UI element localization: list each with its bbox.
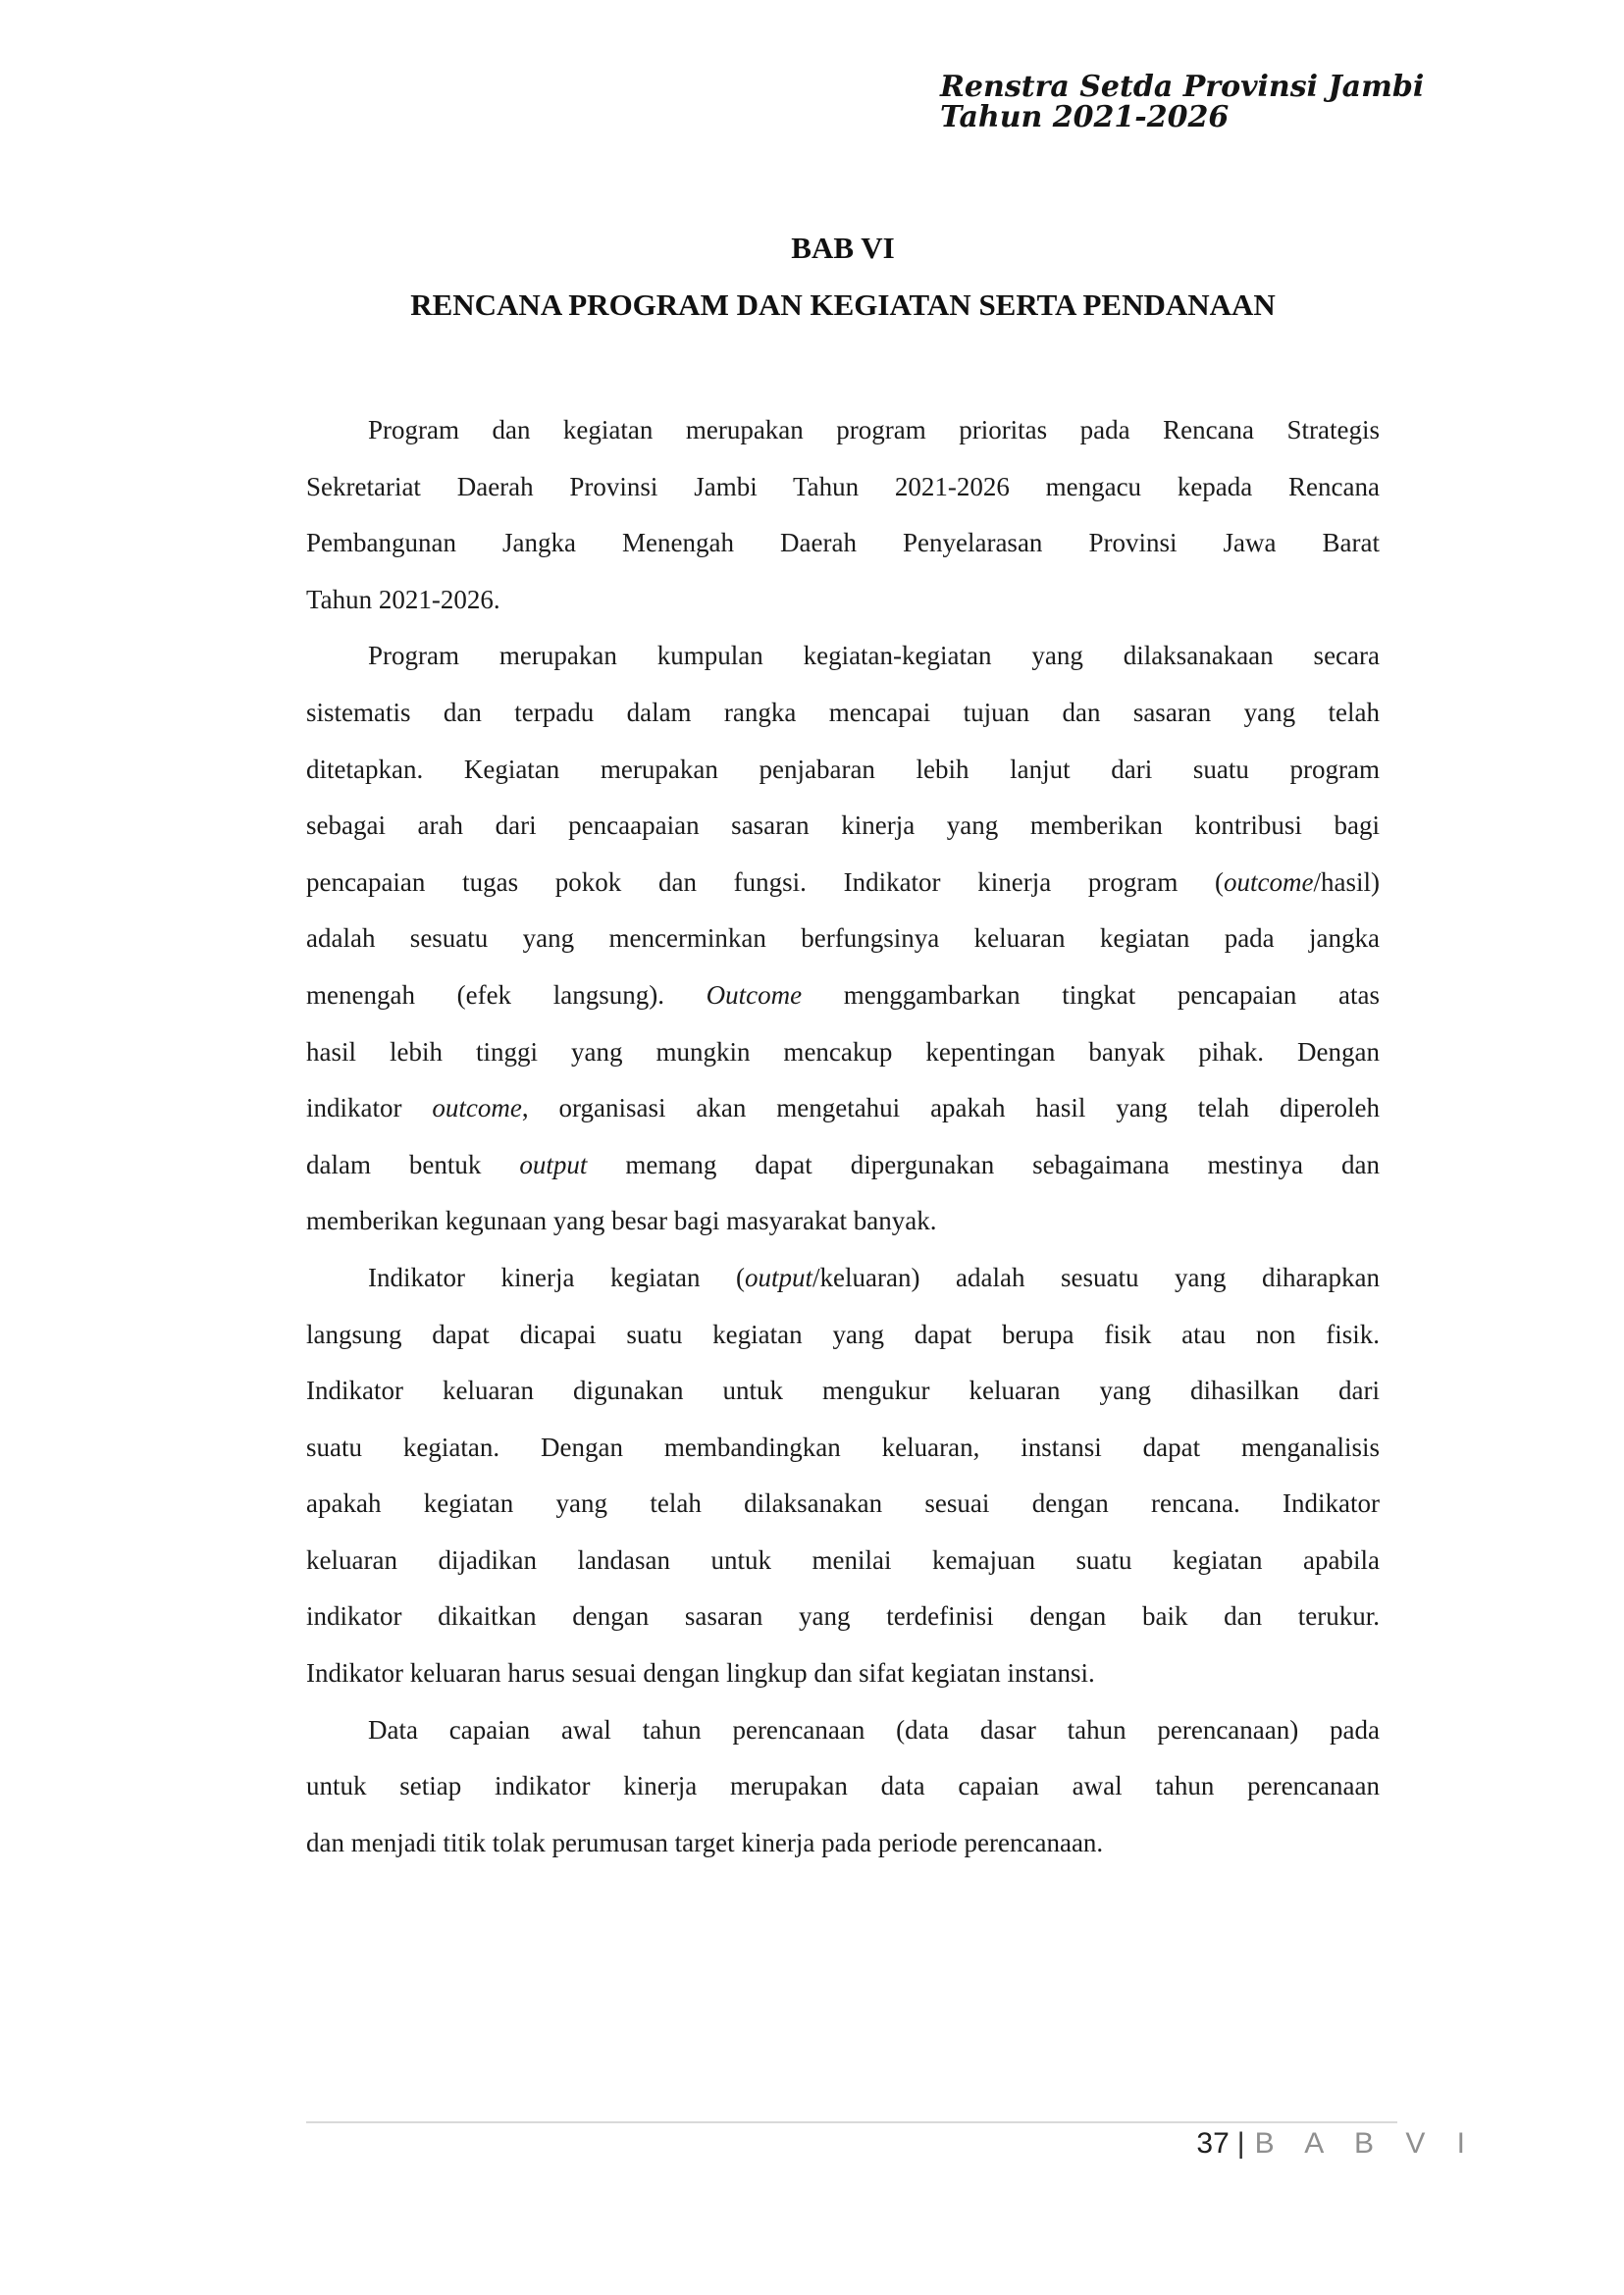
paragraph-2-line-3: ditetapkan. Kegiatan merupakan penjabaran lebih lanjut dari suatu program (306, 754, 1380, 784)
chapter-heading (306, 220, 1380, 333)
paragraph-3-line-2: langsung dapat dicapai suatu kegiatan yang dapat berupa fisik atau non fisik. (306, 1319, 1380, 1349)
paragraph-2-line-10: dalam bentuk output memang dapat dipergunakan sebagaimana mestinya dan (306, 1149, 1380, 1179)
footer-section-label: B A B V I (1254, 2127, 1477, 2160)
paragraph-3-line-5: apakah kegiatan yang telah dilaksanakan sesuai dengan rencana. Indikator (306, 1488, 1380, 1519)
footer-divider (306, 2121, 1397, 2123)
paragraph-1-line-1: Program dan kegiatan merupakan program prioritas pada Rencana Strategis (368, 415, 1380, 444)
paragraph-1-line-4: Tahun 2021-2026. (306, 584, 500, 614)
page-footer (1196, 2126, 1477, 2162)
body-paragraphs (306, 402, 1380, 1871)
paragraph-3-line-4: suatu kegiatan. Dengan membandingkan keluaran, instansi dapat menganalisis (306, 1432, 1380, 1462)
paragraph-3-line-7: indikator dikaitkan dengan sasaran yang terdefinisi dengan baik dan terukur. (306, 1601, 1380, 1632)
page-number: 37 (1196, 2127, 1230, 2160)
paragraph-2-line-4: sebagai arah dari pencaapaian sasaran kinerja yang memberikan kontribusi bagi (306, 810, 1380, 841)
paragraph-2-line-11: memberikan kegunaan yang besar bagi masyarakat banyak. (306, 1206, 937, 1236)
paragraph-4-line-2: untuk setiap indikator kinerja merupakan data capaian awal tahun perencanaan (306, 1771, 1380, 1801)
paragraph-2-line-5: pencapaian tugas pokok dan fungsi. Indikator kinerja program (outcome/hasil) (306, 866, 1380, 897)
chapter-title: RENCANA PROGRAM DAN KEGIATAN SERTA PENDANAAN (410, 287, 1276, 322)
paragraph-2-line-7: menengah (efek langsung). Outcome menggambarkan tingkat pencapaian atas (306, 979, 1380, 1010)
paragraph-4-line-3: dan menjadi titik tolak perumusan target kinerja pada periode perencanaan. (306, 1827, 1104, 1857)
running-header-line-2: Tahun 2021-2026 (940, 100, 1230, 134)
paragraph-1-line-3: Pembangunan Jangka Menengah Daerah Penyelarasan Provinsi Jawa Barat (306, 528, 1380, 558)
running-header (940, 72, 1424, 132)
paragraph-3-line-3: Indikator keluaran digunakan untuk mengukur keluaran yang dihasilkan dari (306, 1376, 1380, 1406)
paragraph-2-line-9: indikator outcome, organisasi akan mengetahui apakah hasil yang telah diperoleh (306, 1093, 1380, 1123)
paragraph-3-line-6: keluaran dijadikan landasan untuk menilai kemajuan suatu kegiatan apabila (306, 1544, 1380, 1575)
chapter-number: BAB VI (791, 231, 895, 265)
paragraph-2-line-6: adalah sesuatu yang mencerminkan berfungsinya keluaran kegiatan pada jangka (306, 923, 1380, 954)
paragraph-2-line-1: Program merupakan kumpulan kegiatan-kegiatan yang dilaksanakaan secara (368, 641, 1380, 671)
footer-separator: | (1236, 2127, 1245, 2160)
paragraph-1-line-2: Sekretariat Daerah Provinsi Jambi Tahun 2021-2026 mengacu kepada Rencana (306, 471, 1380, 501)
paragraph-2-line-2: sistematis dan terpadu dalam rangka mencapai tujuan dan sasaran yang telah (306, 697, 1380, 727)
paragraph-3-line-1: Indikator kinerja kegiatan (output/keluaran) adalah sesuatu yang diharapkan (368, 1262, 1380, 1292)
paragraph-2-line-8: hasil lebih tinggi yang mungkin mencakup kepentingan banyak pihak. Dengan (306, 1036, 1380, 1067)
running-header-line-1: Renstra Setda Provinsi Jambi (940, 70, 1425, 104)
paragraph-4-line-1: Data capaian awal tahun perencanaan (data dasar tahun perencanaan) pada (368, 1714, 1380, 1745)
paragraph-3-line-8: Indikator keluaran harus sesuai dengan lingkup dan sifat kegiatan instansi. (306, 1658, 1095, 1689)
